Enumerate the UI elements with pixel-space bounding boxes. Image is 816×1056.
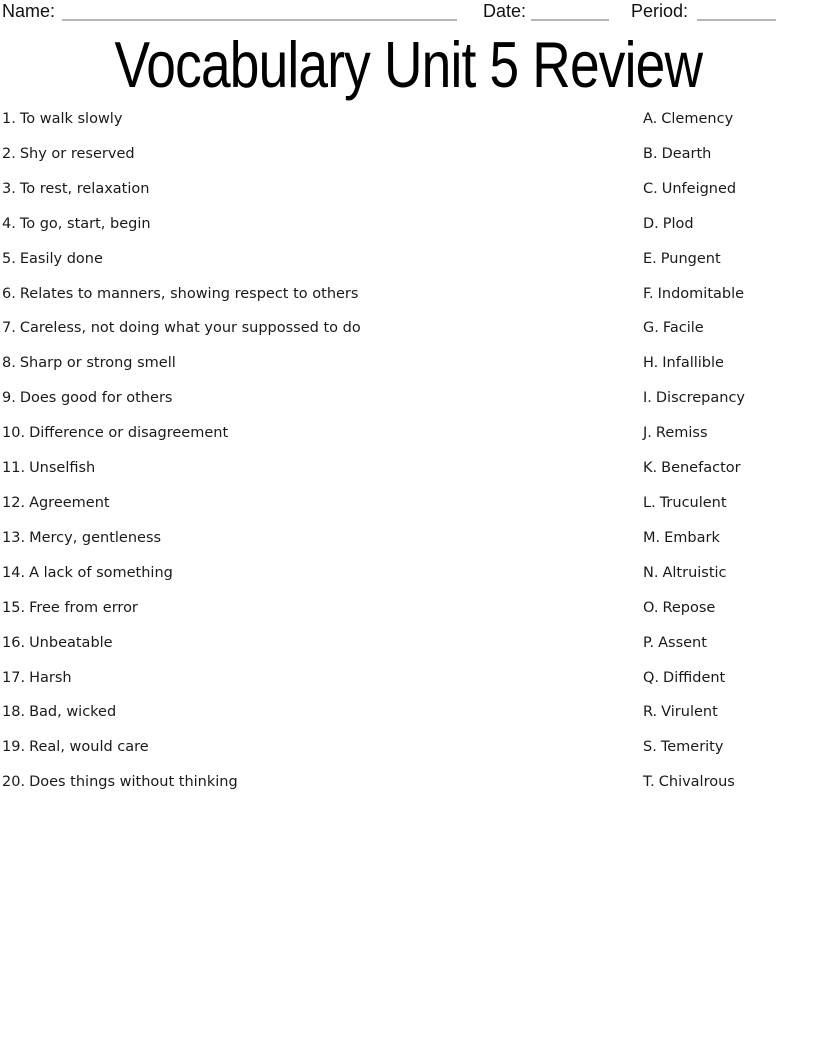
question-text: Real, would care xyxy=(29,739,149,756)
question-number: 10. xyxy=(2,425,26,442)
question-number: 6. xyxy=(2,285,16,302)
question-text: Mercy, gentleness xyxy=(29,529,162,546)
answer-word: Virulent xyxy=(661,704,718,721)
question-item xyxy=(2,661,361,696)
question-text: To go, start, begin xyxy=(19,215,151,232)
question-item xyxy=(2,730,361,765)
answer-word: Temerity xyxy=(660,739,724,756)
question-number: 18. xyxy=(2,704,26,721)
question-text: Easily done xyxy=(19,250,103,267)
answer-letter: D. xyxy=(643,215,659,232)
question-text: Shy or reserved xyxy=(19,145,135,162)
question-text: Unselfish xyxy=(29,460,96,477)
question-text: Unbeatable xyxy=(29,634,113,651)
date-label: Date: xyxy=(483,1,527,21)
answer-letter: C. xyxy=(643,180,658,197)
answer-item xyxy=(643,277,745,312)
question-text: Harsh xyxy=(29,669,72,686)
answer-word: Chivalrous xyxy=(658,774,735,791)
answer-letter: R. xyxy=(643,704,658,721)
question-text: Sharp or strong smell xyxy=(19,355,176,372)
questions-list xyxy=(2,102,361,800)
answer-item xyxy=(643,346,745,381)
question-text: Relates to manners, showing respect to others xyxy=(19,285,359,302)
answer-item xyxy=(643,661,745,696)
question-item xyxy=(2,416,361,451)
answer-word: Dearth xyxy=(661,145,712,162)
question-number: 2. xyxy=(2,145,16,162)
question-text: Does things without thinking xyxy=(29,774,238,791)
answer-item xyxy=(643,730,745,765)
answer-item xyxy=(643,311,745,346)
question-number: 16. xyxy=(2,634,26,651)
answer-word: Unfeigned xyxy=(661,180,737,197)
answer-item xyxy=(643,591,745,626)
question-number: 17. xyxy=(2,669,26,686)
answer-item xyxy=(643,556,745,591)
question-text: Agreement xyxy=(29,494,110,511)
answer-word: Truculent xyxy=(659,494,727,511)
question-text: To walk slowly xyxy=(19,111,123,127)
answer-letter: T. xyxy=(643,774,655,791)
answer-word: Indomitable xyxy=(657,285,745,302)
answer-item xyxy=(643,765,745,800)
answer-letter: I. xyxy=(643,390,652,407)
question-item xyxy=(2,521,361,556)
question-item xyxy=(2,311,361,346)
question-number: 14. xyxy=(2,564,26,581)
question-number: 5. xyxy=(2,250,16,267)
answer-letter: L. xyxy=(643,494,656,511)
question-item xyxy=(2,277,361,312)
answer-word: Repose xyxy=(662,599,716,616)
question-number: 7. xyxy=(2,320,16,337)
answer-word: Benefactor xyxy=(661,460,741,477)
answer-word: Facile xyxy=(662,320,704,337)
answer-letter: N. xyxy=(643,564,659,581)
answer-word: Plod xyxy=(662,215,694,232)
question-item xyxy=(2,626,361,661)
answer-item xyxy=(643,451,745,486)
question-number: 19. xyxy=(2,739,26,756)
question-item xyxy=(2,556,361,591)
question-text: To rest, relaxation xyxy=(19,180,150,197)
answer-letter: B. xyxy=(643,145,658,162)
answer-item xyxy=(643,486,745,521)
question-number: 13. xyxy=(2,529,26,546)
question-text: Does good for others xyxy=(19,390,173,407)
answer-item xyxy=(643,416,745,451)
answers-list xyxy=(643,102,745,800)
answer-letter: J. xyxy=(643,425,652,442)
question-number: 1. xyxy=(2,111,16,127)
question-number: 11. xyxy=(2,460,26,477)
answer-word: Pungent xyxy=(660,250,721,267)
question-text: A lack of something xyxy=(29,564,173,581)
question-text: Bad, wicked xyxy=(29,704,117,721)
question-item xyxy=(2,207,361,242)
name-label: Name: xyxy=(2,1,56,21)
period-blank-line xyxy=(697,19,776,21)
question-item xyxy=(2,381,361,416)
question-item xyxy=(2,451,361,486)
question-number: 12. xyxy=(2,494,26,511)
answer-item xyxy=(643,207,745,242)
worksheet-title-text: Vocabulary Unit 5 Review xyxy=(114,28,702,101)
answer-word: Embark xyxy=(664,529,720,546)
answer-letter: H. xyxy=(643,355,659,372)
question-number: 4. xyxy=(2,215,16,232)
answer-letter: K. xyxy=(643,460,658,477)
question-item xyxy=(2,172,361,207)
question-item xyxy=(2,765,361,800)
answer-item xyxy=(643,381,745,416)
question-text: Free from error xyxy=(29,599,138,616)
answer-letter: A. xyxy=(643,111,658,127)
question-item xyxy=(2,346,361,381)
answer-letter: E. xyxy=(643,250,657,267)
answer-item xyxy=(643,521,745,556)
name-blank-line xyxy=(62,19,457,21)
answer-item xyxy=(643,102,745,137)
question-number: 9. xyxy=(2,390,16,407)
answer-letter: S. xyxy=(643,739,657,756)
answer-word: Diffident xyxy=(663,669,726,686)
answer-item xyxy=(643,137,745,172)
answer-letter: M. xyxy=(643,529,661,546)
answer-word: Infallible xyxy=(662,355,724,372)
answer-word: Clemency xyxy=(661,111,734,127)
question-item xyxy=(2,137,361,172)
question-item xyxy=(2,695,361,730)
answer-word: Remiss xyxy=(655,425,708,442)
answer-item xyxy=(643,242,745,277)
answer-word: Altruistic xyxy=(662,564,727,581)
question-item xyxy=(2,102,361,137)
answer-letter: O. xyxy=(643,599,659,616)
question-item xyxy=(2,591,361,626)
question-number: 20. xyxy=(2,774,26,791)
question-number: 8. xyxy=(2,355,16,372)
worksheet-title xyxy=(0,30,816,100)
answer-letter: G. xyxy=(643,320,659,337)
answer-word: Assent xyxy=(658,634,707,651)
answer-item xyxy=(643,626,745,661)
period-label: Period: xyxy=(631,1,689,21)
answer-letter: P. xyxy=(643,634,655,651)
answer-item xyxy=(643,172,745,207)
question-item xyxy=(2,242,361,277)
question-number: 3. xyxy=(2,180,16,197)
date-blank-line xyxy=(531,19,609,21)
question-item xyxy=(2,486,361,521)
answer-item xyxy=(643,695,745,730)
question-text: Difference or disagreement xyxy=(29,425,229,442)
answer-letter: F. xyxy=(643,285,654,302)
question-text: Careless, not doing what your suppossed to do xyxy=(19,320,361,337)
answer-letter: Q. xyxy=(643,669,660,686)
answer-word: Discrepancy xyxy=(655,390,746,407)
question-number: 15. xyxy=(2,599,26,616)
